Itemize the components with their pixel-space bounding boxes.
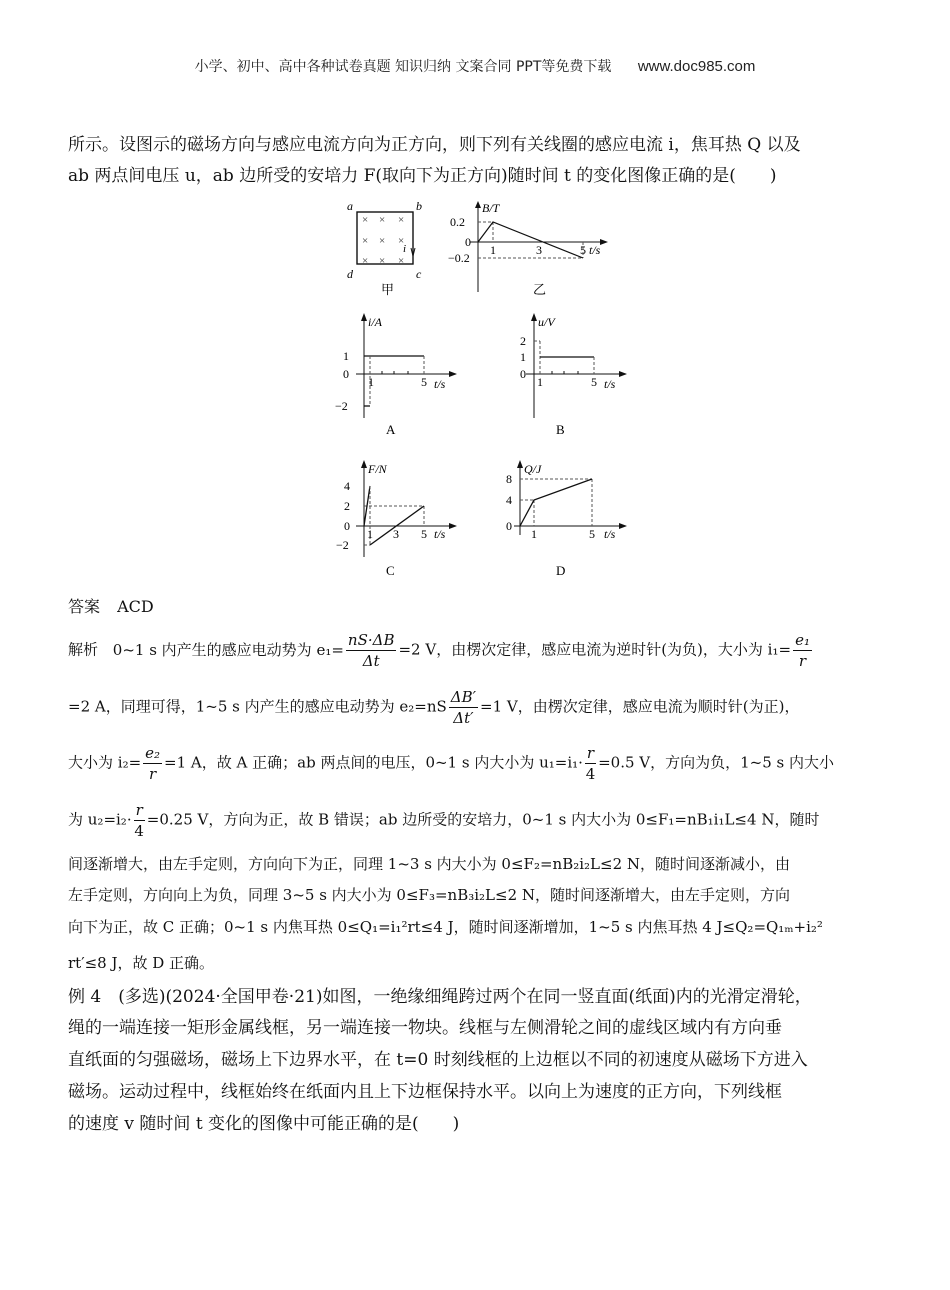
solution-label: 解析: [68, 640, 99, 659]
b-tick-x5: 5: [591, 375, 597, 389]
corner-b: b: [416, 199, 422, 213]
answer-line: [68, 592, 883, 621]
option-d-caption: D: [556, 563, 566, 578]
figure-yi: [448, 198, 613, 298]
option-b-caption: B: [556, 422, 565, 437]
option-c-graph: [330, 455, 460, 580]
solution-line-5: 间逐渐增大，由左手定则，方向向下为正，同理 1~3 s 内大小为 0≤F₂=nB₂i₂L≤2 N，随时间逐渐减小，由: [68, 855, 791, 873]
y-axis-arrow-icon: [361, 313, 367, 321]
fraction: $\frac{\Delta B'}{\Delta t'}$: [450, 688, 477, 727]
option-a-graph: [330, 308, 460, 438]
figure-yi-caption: 乙: [533, 282, 547, 297]
y-axis-arrow-icon: [361, 460, 367, 468]
c-tick-x3: 3: [393, 527, 399, 541]
svg-text:×: ×: [362, 214, 369, 226]
option-d-graph: [500, 455, 630, 580]
corner-a: a: [347, 199, 353, 213]
example4-line-5: 的速度 v 随时间 t 变化的图像中可能正确的是( ): [68, 1114, 460, 1134]
fraction: $\frac{r}{4}$: [585, 744, 596, 783]
d-xlabel: t/s: [604, 527, 616, 541]
example4-line-3: 直纸面的匀强磁场，磁场上下边界水平，在 t=0 时刻线框的上边框以不同的初速度从磁场下方进入: [68, 1050, 808, 1070]
svg-text:×: ×: [379, 235, 386, 247]
svg-text:×: ×: [398, 235, 405, 247]
yi-tick-0.2: 0.2: [450, 215, 465, 229]
yi-tick-5: 5: [580, 243, 586, 257]
yi-tick-1: 1: [490, 243, 496, 257]
fraction: $\frac{\text{e₂}}{r}$: [145, 744, 161, 783]
b-ylabel: u/V: [538, 315, 555, 329]
d-tick-x1: 1: [531, 527, 537, 541]
a-tick-1: 1: [343, 349, 349, 363]
yi-ylabel: B/T: [482, 201, 500, 215]
solution-line-3: 大小为 i₂= $\frac{\text{e₂}}{r}$ =1 A，故 A 正确；ab 两点间的电压，0~1 s 内大小为 u₁=i₁· $\frac{r}{4}$ =0.5 V，方向为负，1~5 s 内大小: [68, 744, 835, 783]
svg-text:×: ×: [379, 214, 386, 226]
x-axis-arrow-icon: [449, 523, 457, 529]
y-axis-arrow-icon: [531, 313, 537, 321]
svg-text:×: ×: [398, 255, 405, 267]
a-ylabel: i/A: [368, 315, 382, 329]
a-tick-neg2: −2: [335, 399, 348, 413]
b-tick-2: 2: [520, 334, 526, 348]
question-line-2: ab 两点间电压 u，ab 边所受的安培力 F(取向下为正方向)随时间 t 的变化图像正确的是( ): [68, 166, 777, 186]
solution-line-8: rt′≤8 J，故 D 正确。: [68, 954, 215, 972]
magnetic-field-crosses: [362, 214, 407, 267]
yi-tick-3: 3: [536, 243, 542, 257]
x-axis-arrow-icon: [600, 239, 608, 245]
heat-line: [520, 479, 592, 526]
fraction: $\frac{r}{4}$: [134, 801, 144, 840]
option-b-graph: [500, 308, 630, 438]
a-xlabel: t/s: [434, 377, 446, 391]
x-axis-arrow-icon: [619, 371, 627, 377]
b-tick-x1: 1: [537, 375, 543, 389]
corner-d: d: [347, 267, 353, 281]
page-header: [0, 56, 950, 76]
b-tick-0: 0: [520, 367, 526, 381]
c-xlabel: t/s: [434, 527, 446, 541]
c-tick-0: 0: [344, 519, 350, 533]
answer-label: 答案: [68, 597, 101, 616]
b-tick-1: 1: [520, 350, 526, 364]
d-ylabel: Q/J: [524, 462, 542, 476]
option-c-caption: C: [386, 563, 395, 578]
d-tick-0: 0: [506, 519, 512, 533]
svg-text:×: ×: [362, 255, 369, 267]
b-xlabel: t/s: [604, 377, 616, 391]
c-tick-4: 4: [344, 479, 350, 493]
d-tick-4: 4: [506, 493, 512, 507]
current-label: i: [403, 243, 407, 255]
c-tick-x1: 1: [367, 527, 373, 541]
a-tick-x5: 5: [421, 375, 427, 389]
a-tick-0: 0: [343, 367, 349, 381]
example4-line-2: 绳的一端连接一矩形金属线框，另一端连接一物块。线框与左侧滑轮之间的虚线区域内有方向垂: [68, 1018, 782, 1038]
fraction: $\frac{\text{e₁}}{r}$: [795, 631, 810, 670]
option-a-caption: A: [386, 422, 396, 437]
solution-line-6: 左手定则，方向向上为负，同理 3~5 s 内大小为 0≤F₃=nB₃i₂L≤2 N，随时间逐渐增大，由左手定则，方向: [68, 886, 791, 904]
x-axis-arrow-icon: [449, 371, 457, 377]
question-line-1: 所示。设图示的磁场方向与感应电流方向为正方向，则下列有关线圈的感应电流 i，焦耳热 Q 以及: [68, 135, 801, 155]
c-tick-x5: 5: [421, 527, 427, 541]
c-tick-2: 2: [344, 499, 350, 513]
c-tick-neg2: −2: [336, 538, 349, 552]
a-tick-x1: 1: [368, 375, 374, 389]
header-url[interactable]: www.doc985.com: [637, 58, 756, 75]
svg-text:×: ×: [398, 214, 405, 226]
solution-line-7: 向下为正，故 C 正确；0~1 s 内焦耳热 0≤Q₁=i₁²rt≤4 J，随时间逐渐增加，1~5 s 内焦耳热 4 J≤Q₂=Q₁ₘ+i₂²: [68, 918, 823, 936]
example4-line-1: 例 4 (多选)(2024·全国甲卷·21)如图，一绝缘细绳跨过两个在同一竖直面(纸面)内的光滑定滑轮，: [68, 987, 812, 1007]
y-axis-arrow-icon: [475, 201, 481, 208]
header-site-text: 小学、初中、高中各种试卷真题 知识归纳 文案合同 PPT等免费下载: [194, 59, 612, 75]
solution-line-4: 为 u₂=i₂· $\frac{r}{4}$ =0.25 V，方向为正，故 B 错误；ab 边所受的安培力，0~1 s 内大小为 0≤F₁=nB₁i₁L≤4 N，随时: [68, 801, 820, 840]
svg-text:×: ×: [362, 235, 369, 247]
yi-xlabel: t/s: [589, 243, 601, 257]
example4-line-4: 磁场。运动过程中，线框始终在纸面内且上下边框保持水平。以向上为速度的正方向，下列线框: [68, 1082, 782, 1102]
answer-value: ACD: [117, 597, 154, 616]
x-axis-arrow-icon: [619, 523, 627, 529]
corner-c: c: [416, 267, 422, 281]
fraction: $\frac{nS\cdot\Delta B}{\Delta t}$: [347, 631, 395, 670]
solution-line-1: 解析 0~1 s 内产生的感应电动势为 e₁= $\frac{nS\cdot\Delta B}{\Delta t}$ =2 V，由楞次定律，感应电流为逆时针(为负)，大小为 i₁= $\frac{\text{e₁}}{r}$: [68, 631, 810, 670]
y-axis-arrow-icon: [517, 460, 523, 468]
c-ylabel: F/N: [368, 462, 387, 476]
d-tick-x5: 5: [589, 527, 595, 541]
figure-jia-caption: 甲: [381, 282, 395, 297]
yi-tick-neg0.2: −0.2: [448, 251, 470, 265]
yi-tick-0: 0: [465, 235, 471, 249]
d-tick-8: 8: [506, 472, 512, 486]
figure-jia: [345, 198, 430, 298]
solution-line-2: =2 A，同理可得，1~5 s 内产生的感应电动势为 e₂=nS $\frac{\Delta B'}{\Delta t'}$ =1 V，由楞次定律，感应电流为顺时针(为正)，: [68, 688, 800, 727]
svg-text:×: ×: [379, 255, 386, 267]
